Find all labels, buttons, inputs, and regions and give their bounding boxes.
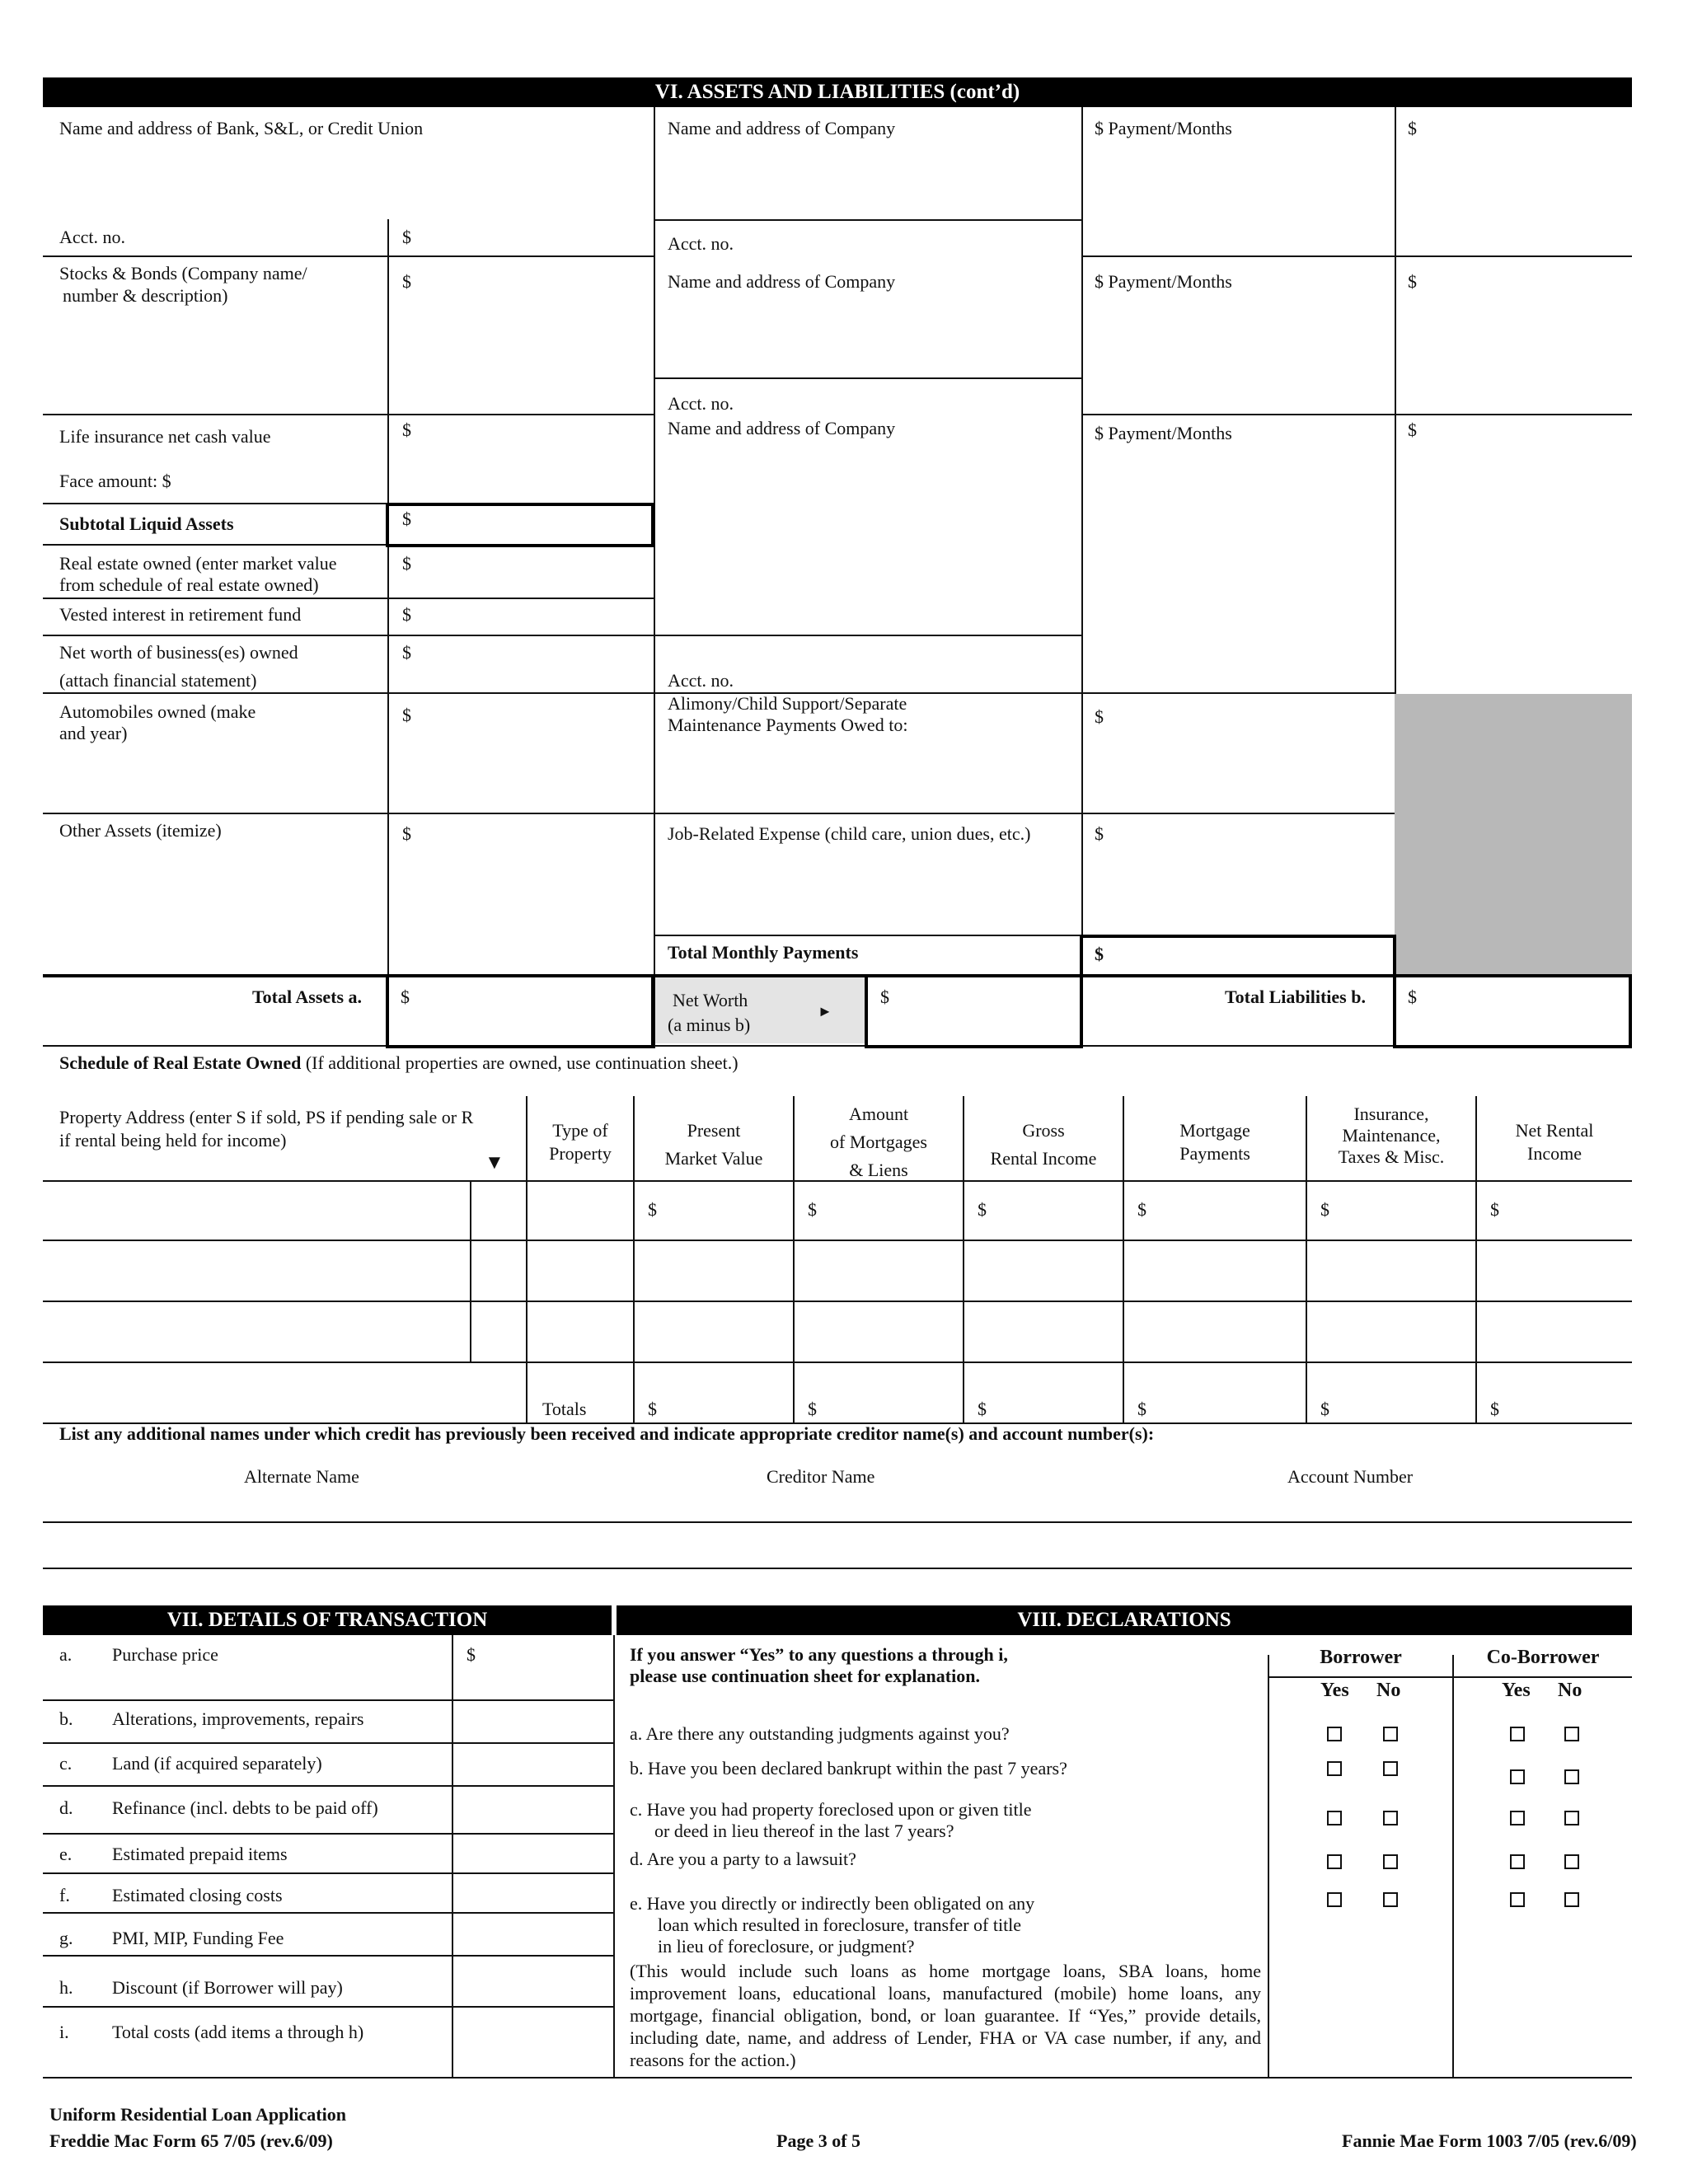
- alternate-names-instruction: List any additional names under which credit has previously been received and indicate appropriate creditor name(s) and account number(s):: [59, 1423, 1155, 1444]
- gross-rental-header: Rental Income: [990, 1148, 1097, 1169]
- payment-label: $ Payment/Months: [1095, 271, 1232, 292]
- net-worth-label: (a minus b): [668, 1015, 751, 1035]
- dollar-sign: $: [1408, 271, 1417, 292]
- dollar-sign: $: [880, 987, 889, 1007]
- grid-line: [43, 813, 1395, 814]
- dollar-sign: $: [402, 553, 411, 574]
- item-letter: g.: [59, 1928, 73, 1948]
- item-label: Estimated closing costs: [112, 1885, 283, 1905]
- grid-line: [1268, 1655, 1269, 2077]
- vested-label: Vested interest in retirement fund: [59, 604, 302, 625]
- totals-label: Totals: [542, 1399, 587, 1419]
- amount-mortgages-header: & Liens: [849, 1160, 908, 1180]
- checkbox-borrower-yes-b[interactable]: [1327, 1761, 1342, 1776]
- dollar-sign: $: [402, 509, 411, 529]
- dollar-sign: $: [1408, 987, 1417, 1007]
- item-label: Discount (if Borrower will pay): [112, 1977, 343, 1998]
- amount-mortgages-header: of Mortgages: [830, 1132, 927, 1152]
- item-letter: a.: [59, 1644, 73, 1665]
- co-borrower-header: Co-Borrower: [1486, 1647, 1600, 1668]
- checkbox-borrower-no-b[interactable]: [1383, 1761, 1398, 1776]
- grid-line: [43, 1833, 613, 1835]
- grid-line: [43, 598, 654, 599]
- dollar-sign: $: [402, 604, 411, 625]
- other-assets-label: Other Assets (itemize): [59, 820, 222, 841]
- dollar-sign: $: [1095, 823, 1104, 844]
- checkbox-borrower-no-e[interactable]: [1383, 1892, 1398, 1907]
- dollar-sign: $: [808, 1199, 817, 1220]
- freddie-form: Freddie Mac Form 65 7/05 (rev.6/09): [49, 2130, 333, 2151]
- type-of-property-header: Type of: [552, 1120, 608, 1141]
- checkbox-coborrower-yes-e[interactable]: [1510, 1892, 1525, 1907]
- net-worth-value-box[interactable]: [865, 974, 1083, 1048]
- alimony-label: Alimony/Child Support/Separate: [668, 693, 907, 714]
- stocks-label: Stocks & Bonds (Company name/: [59, 263, 307, 284]
- insurance-header: Insurance,: [1353, 1104, 1429, 1124]
- property-address-header: if rental being held for income): [59, 1130, 287, 1151]
- checkbox-coborrower-no-c[interactable]: [1564, 1811, 1579, 1825]
- grid-line: [1081, 255, 1632, 257]
- subtotal-liquid-label: Subtotal Liquid Assets: [59, 513, 234, 534]
- dollar-sign: $: [1137, 1199, 1146, 1220]
- grid-line: [613, 1635, 615, 2077]
- yes-header: Yes: [1320, 1680, 1349, 1701]
- dollar-sign: $: [978, 1399, 987, 1419]
- type-of-property-header: Property: [549, 1143, 612, 1164]
- grid-line: [654, 635, 1081, 636]
- item-letter: f.: [59, 1885, 70, 1905]
- dollar-sign: $: [1408, 118, 1417, 138]
- dollar-sign: $: [402, 227, 411, 247]
- grid-line: [43, 1361, 1632, 1363]
- gross-rental-header: Gross: [1022, 1120, 1065, 1141]
- amount-mortgages-header: Amount: [848, 1104, 909, 1124]
- dollar-sign: $: [467, 1644, 476, 1665]
- total-liabilities-box[interactable]: [1393, 974, 1632, 1048]
- dollar-sign: $: [1320, 1199, 1329, 1220]
- checkbox-coborrower-yes-b[interactable]: [1510, 1769, 1525, 1784]
- total-monthly-value-box[interactable]: [1080, 935, 1396, 977]
- shaded-area: [1395, 694, 1632, 974]
- grid-line: [654, 377, 1081, 379]
- insurance-header: Maintenance,: [1342, 1125, 1441, 1146]
- payment-label: $ Payment/Months: [1095, 118, 1232, 138]
- payment-label: $ Payment/Months: [1095, 423, 1232, 443]
- checkbox-borrower-no-c[interactable]: [1383, 1811, 1398, 1825]
- question-e: loan which resulted in foreclosure, transfer of title: [658, 1915, 1022, 1935]
- dollar-sign: $: [1490, 1199, 1499, 1220]
- grid-line: [43, 1742, 613, 1744]
- dollar-sign: $: [402, 271, 411, 292]
- dollar-sign: $: [648, 1199, 657, 1220]
- alternate-name-line[interactable]: [43, 1568, 1632, 1569]
- grid-line: [43, 2077, 1632, 2079]
- section-7-header: VII. DETAILS OF TRANSACTION: [43, 1605, 612, 1635]
- grid-line: [1452, 1655, 1454, 2077]
- net-rental-header: Income: [1527, 1143, 1582, 1164]
- item-letter: i.: [59, 2022, 69, 2042]
- grid-line: [963, 1096, 964, 1422]
- net-worth-business-label: (attach financial statement): [59, 670, 257, 691]
- grid-line: [654, 219, 1081, 221]
- subtotal-liquid-box[interactable]: [386, 503, 654, 547]
- company-label: Name and address of Company: [668, 271, 896, 292]
- grid-line: [43, 635, 654, 636]
- no-header: No: [1558, 1680, 1582, 1701]
- alternate-name-header: Alternate Name: [244, 1466, 359, 1487]
- mortgage-payments-header: Mortgage: [1179, 1120, 1250, 1141]
- real-estate-label: Real estate owned (enter market value: [59, 553, 337, 574]
- checkbox-coborrower-yes-a[interactable]: [1510, 1727, 1525, 1741]
- acct-no-label: Acct. no.: [668, 670, 734, 691]
- dollar-sign: $: [648, 1399, 657, 1419]
- checkbox-coborrower-yes-d[interactable]: [1510, 1854, 1525, 1869]
- question-c: or deed in lieu thereof in the last 7 years?: [654, 1821, 954, 1841]
- schedule-title: [59, 1052, 738, 1074]
- schedule-title-rest: (If additional properties are owned, use continuation sheet.): [301, 1052, 738, 1073]
- acct-no-label: Acct. no.: [668, 393, 734, 414]
- face-amount-label: Face amount: $: [59, 471, 171, 491]
- present-value-header: Market Value: [664, 1148, 763, 1169]
- question-a: a. Are there any outstanding judgments against you?: [630, 1723, 1010, 1744]
- section-8-header: VIII. DECLARATIONS: [617, 1605, 1632, 1635]
- automobiles-label: Automobiles owned (make: [59, 701, 256, 722]
- grid-line: [1081, 107, 1083, 981]
- grid-line: [1268, 1676, 1632, 1678]
- question-e: in lieu of foreclosure, or judgment?: [658, 1936, 915, 1957]
- item-label: Alterations, improvements, repairs: [112, 1708, 364, 1729]
- grid-line: [1395, 107, 1396, 694]
- no-header: No: [1376, 1680, 1401, 1701]
- question-e-note: (This would include such loans as home mortgage loans, SBA loans, home improvement loans, educational loans, manufactured (mobile) home loans, any mortgage, financial obligation, bond, or loan guarantee. If “Yes,” provide details, including date, name, and address of Lender, FHA or VA case number, if any, and reasons for the action.): [630, 1961, 1261, 2070]
- question-b: b. Have you been declared bankrupt within the past 7 years?: [630, 1758, 1067, 1779]
- grid-line: [43, 1912, 613, 1914]
- checkbox-borrower-yes-d[interactable]: [1327, 1854, 1342, 1869]
- yes-header: Yes: [1502, 1680, 1531, 1701]
- grid-line: [654, 107, 655, 1048]
- section-6-header: VI. ASSETS AND LIABILITIES (cont’d): [43, 77, 1632, 107]
- item-label: Refinance (incl. debts to be paid off): [112, 1797, 378, 1818]
- grid-line: [43, 414, 654, 415]
- dollar-sign: $: [1320, 1399, 1329, 1419]
- grid-line: [43, 1699, 613, 1701]
- item-letter: d.: [59, 1797, 73, 1818]
- fannie-form: Fannie Mae Form 1003 7/05 (rev.6/09): [1342, 2130, 1637, 2151]
- item-label: Total costs (add items a through h): [112, 2022, 364, 2042]
- question-c: c. Have you had property foreclosed upon or given title: [630, 1799, 1032, 1820]
- mortgage-payments-header: Payments: [1179, 1143, 1250, 1164]
- grid-line: [43, 544, 387, 546]
- schedule-title-bold: Schedule of Real Estate Owned: [59, 1052, 302, 1073]
- dollar-sign: $: [978, 1199, 987, 1220]
- grid-line: [470, 1180, 471, 1361]
- checkbox-borrower-no-a[interactable]: [1383, 1727, 1398, 1741]
- alimony-label: Maintenance Payments Owed to:: [668, 715, 908, 735]
- item-letter: c.: [59, 1753, 73, 1774]
- grid-line: [43, 255, 654, 257]
- total-monthly-label: Total Monthly Payments: [668, 942, 859, 963]
- checkbox-coborrower-yes-c[interactable]: [1510, 1811, 1525, 1825]
- item-letter: e.: [59, 1844, 73, 1864]
- dollar-sign: $: [402, 642, 411, 663]
- life-insurance-label: Life insurance net cash value: [59, 426, 271, 447]
- grid-line: [1081, 414, 1632, 415]
- company-label: Name and address of Company: [668, 118, 896, 138]
- acct-no-label: Acct. no.: [59, 227, 126, 247]
- declarations-intro: please use continuation sheet for explanation.: [630, 1666, 980, 1686]
- stocks-label: number & description): [63, 285, 228, 306]
- checkbox-borrower-yes-c[interactable]: [1327, 1811, 1342, 1825]
- dollar-sign: $: [401, 987, 410, 1007]
- checkbox-coborrower-no-d[interactable]: [1564, 1854, 1579, 1869]
- down-arrow-icon: ▼: [485, 1152, 504, 1174]
- grid-line: [43, 1240, 1632, 1241]
- job-expense-label: Job-Related Expense (child care, union dues, etc.): [668, 823, 1031, 844]
- automobiles-label: and year): [59, 723, 128, 743]
- net-worth-label: Net Worth: [673, 990, 748, 1010]
- item-label: Estimated prepaid items: [112, 1844, 288, 1864]
- item-label: PMI, MIP, Funding Fee: [112, 1928, 284, 1948]
- property-address-header: Property Address (enter S if sold, PS if pending sale or R: [59, 1107, 474, 1127]
- grid-line: [654, 935, 1081, 936]
- grid-line: [43, 2006, 613, 2008]
- total-assets-label: Total Assets a.: [252, 987, 363, 1007]
- dollar-sign: $: [1137, 1399, 1146, 1419]
- checkbox-borrower-yes-a[interactable]: [1327, 1727, 1342, 1741]
- borrower-header: Borrower: [1320, 1647, 1402, 1668]
- item-letter: b.: [59, 1708, 73, 1729]
- checkbox-borrower-no-d[interactable]: [1383, 1854, 1398, 1869]
- grid-line: [387, 219, 389, 1048]
- total-liabilities-label: Total Liabilities b.: [1225, 987, 1366, 1007]
- present-value-header: Present: [687, 1120, 741, 1141]
- dollar-sign: $: [808, 1399, 817, 1419]
- dollar-sign: $: [1095, 944, 1104, 964]
- checkbox-borrower-yes-e[interactable]: [1327, 1892, 1342, 1907]
- item-label: Purchase price: [112, 1644, 218, 1665]
- grid-line: [43, 1301, 1632, 1302]
- bank-label: Name and address of Bank, S&L, or Credit Union: [59, 118, 424, 138]
- account-number-header: Account Number: [1287, 1466, 1414, 1487]
- grid-line: [452, 1635, 453, 2077]
- grid-line: [43, 1872, 613, 1874]
- question-d: d. Are you a party to a lawsuit?: [630, 1849, 856, 1869]
- arrow-right-icon: ►: [818, 1003, 832, 1019]
- company-label: Name and address of Company: [668, 418, 896, 438]
- dollar-sign: $: [1095, 706, 1104, 727]
- acct-no-label: Acct. no.: [668, 233, 734, 254]
- grid-line: [43, 503, 387, 504]
- grid-line: [43, 1955, 613, 1957]
- total-assets-box[interactable]: [386, 974, 654, 1048]
- grid-line: [43, 1785, 613, 1787]
- dollar-sign: $: [402, 419, 411, 440]
- checkbox-coborrower-no-e[interactable]: [1564, 1892, 1579, 1907]
- form-name: Uniform Residential Loan Application: [49, 2104, 346, 2125]
- checkbox-coborrower-no-a[interactable]: [1564, 1727, 1579, 1741]
- dollar-sign: $: [402, 823, 411, 844]
- page-number: Page 3 of 5: [776, 2130, 861, 2151]
- dollar-sign: $: [1408, 419, 1417, 440]
- net-worth-business-label: Net worth of business(es) owned: [59, 642, 298, 663]
- alternate-name-line[interactable]: [43, 1521, 1632, 1523]
- dollar-sign: $: [402, 705, 411, 725]
- item-letter: h.: [59, 1977, 73, 1998]
- net-rental-header: Net Rental: [1515, 1120, 1594, 1141]
- creditor-name-header: Creditor Name: [767, 1466, 875, 1487]
- item-label: Land (if acquired separately): [112, 1753, 322, 1774]
- checkbox-coborrower-no-b[interactable]: [1564, 1769, 1579, 1784]
- dollar-sign: $: [1490, 1399, 1499, 1419]
- declarations-intro: If you answer “Yes” to any questions a through i,: [630, 1644, 1008, 1665]
- grid-line: [633, 1096, 635, 1422]
- insurance-header: Taxes & Misc.: [1338, 1146, 1445, 1167]
- question-e: e. Have you directly or indirectly been obligated on any: [630, 1893, 1035, 1914]
- real-estate-label: from schedule of real estate owned): [59, 574, 319, 595]
